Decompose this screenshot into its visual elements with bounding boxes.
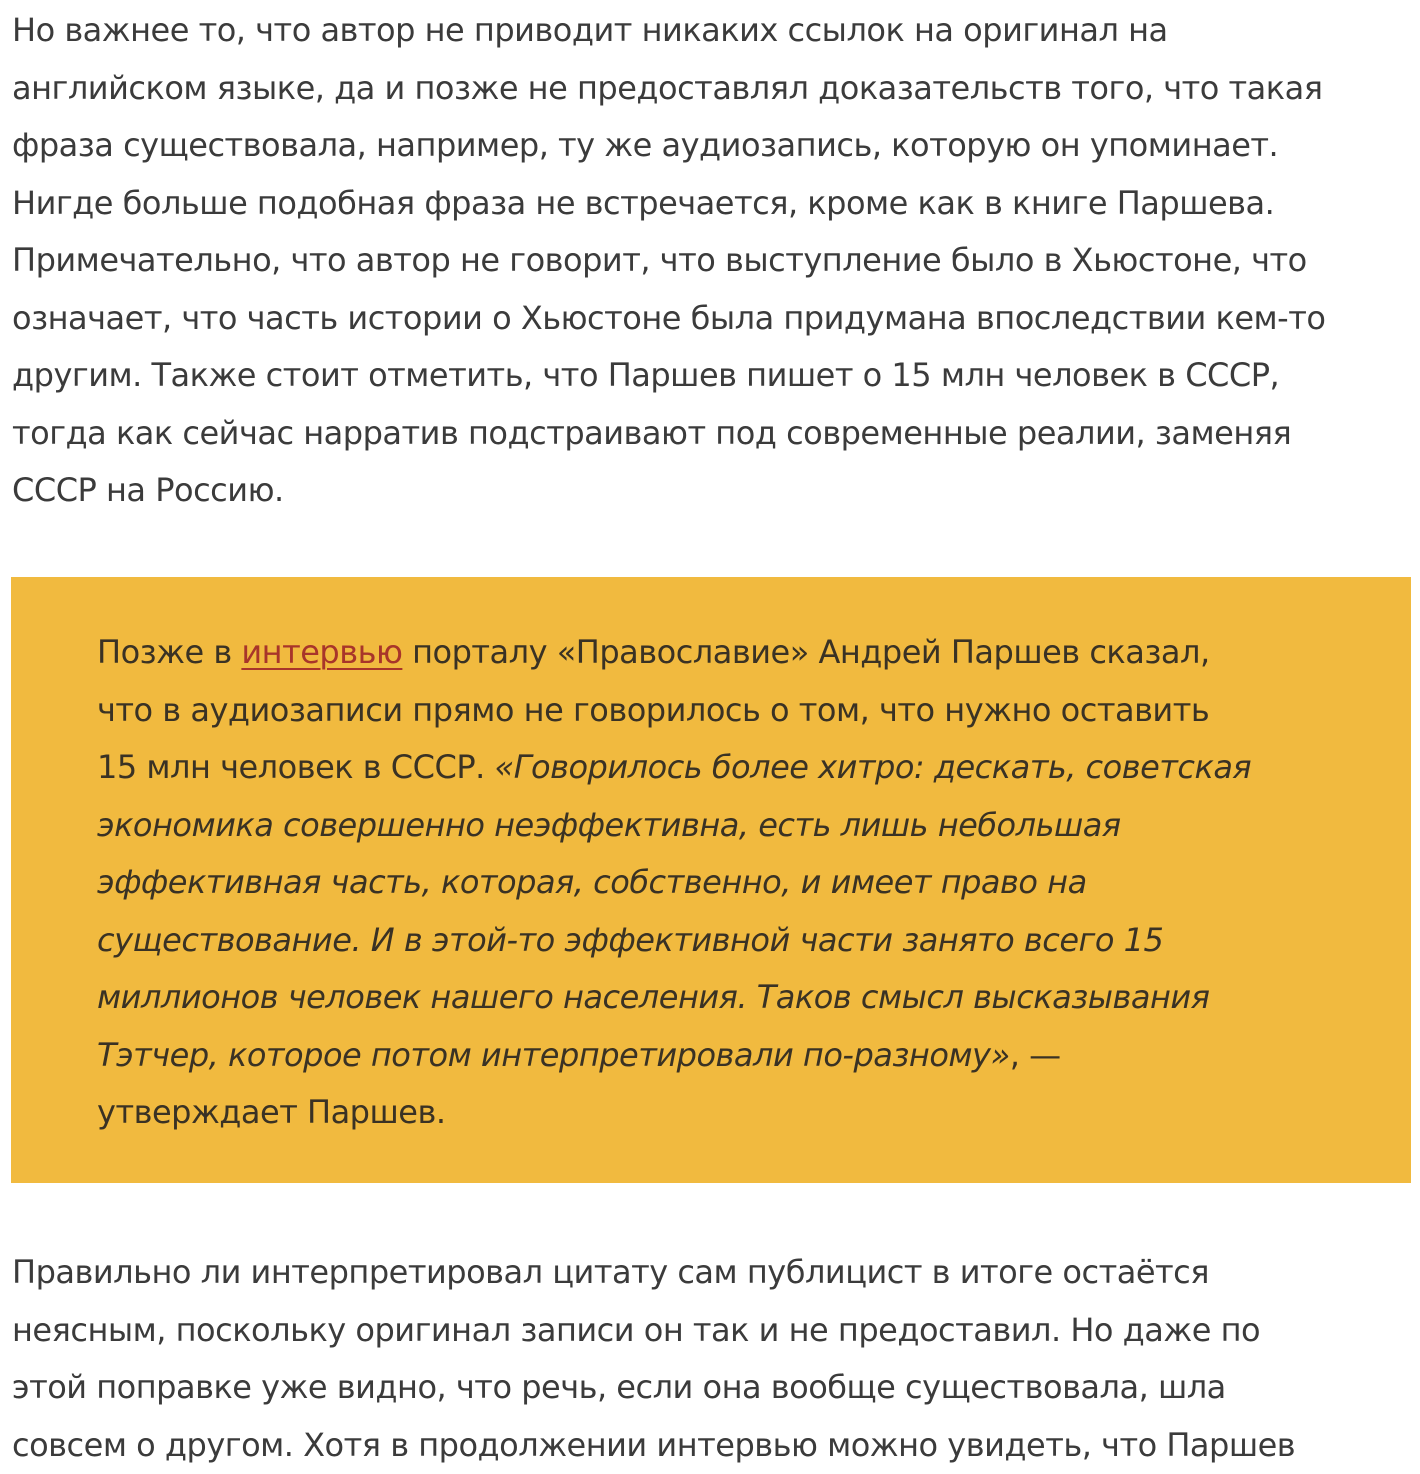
text-line: неясным, поскольку оригинал записи он так и не предоставил. Но даже по — [12, 1302, 1412, 1360]
paragraph-conclusion — [12, 1244, 1412, 1474]
text-line: совсем о другом. Хотя в продолжении интервью можно увидеть, что Паршев — [12, 1417, 1412, 1474]
quote-line — [97, 624, 1332, 682]
quote-italic-part: Тэтчер, которое потом интерпретировали по-разному» — [97, 1036, 1010, 1074]
text-line: означает, что часть истории о Хьюстоне была придумана впоследствии кем-то — [12, 290, 1412, 348]
quote-line — [97, 1027, 1332, 1085]
text-line: тогда как сейчас нарратив подстраивают под современные реалии, заменяя — [12, 405, 1412, 463]
text-line: Нигде больше подобная фраза не встречается, кроме как в книге Паршева. — [12, 175, 1412, 233]
quote-line — [97, 739, 1332, 797]
quote-plain-part: , — — [1010, 1036, 1061, 1074]
quote-attribution: утверждает Паршев. — [97, 1084, 1332, 1142]
text-line: Правильно ли интерпретировал цитату сам публицист в итоге остаётся — [12, 1244, 1412, 1302]
text-line: английском языке, да и позже не предоставлял доказательств того, что такая — [12, 60, 1412, 118]
text-line: СССР на Россию. — [12, 462, 1412, 520]
highlight-quote-box — [11, 577, 1411, 1183]
quote-italic-line: эффективная часть, которая, собственно, и имеет право на — [97, 854, 1332, 912]
quote-text — [97, 624, 1332, 1142]
quote-line: что в аудиозаписи прямо не говорилось о том, что нужно оставить — [97, 682, 1332, 740]
text-line: фраза существовала, например, ту же аудиозапись, которую он упоминает. — [12, 117, 1412, 175]
quote-italic-line: существование. И в этой-то эффективной части занято всего 15 — [97, 912, 1332, 970]
text-line: этой поправке уже видно, что речь, если она вообще существовала, шла — [12, 1359, 1412, 1417]
quote-plain-part: 15 млн человек в СССР. — [97, 748, 494, 786]
interview-link[interactable]: интервью — [241, 633, 402, 671]
quote-intro-prefix: Позже в — [97, 633, 241, 671]
quote-italic-part: «Говорилось более хитро: дескать, советская — [494, 748, 1251, 786]
quote-italic-line: миллионов человек нашего населения. Таков смысл высказывания — [97, 969, 1332, 1027]
text-line: Но важнее то, что автор не приводит никаких ссылок на оригинал на — [12, 2, 1412, 60]
text-line: Примечательно, что автор не говорит, что выступление было в Хьюстоне, что — [12, 232, 1412, 290]
text-line: другим. Также стоит отметить, что Паршев пишет о 15 млн человек в СССР, — [12, 347, 1412, 405]
quote-intro-suffix: порталу «Православие» Андрей Паршев сказал, — [402, 633, 1209, 671]
paragraph-intro — [12, 2, 1412, 520]
quote-italic-line: экономика совершенно неэффективна, есть лишь небольшая — [97, 797, 1332, 855]
